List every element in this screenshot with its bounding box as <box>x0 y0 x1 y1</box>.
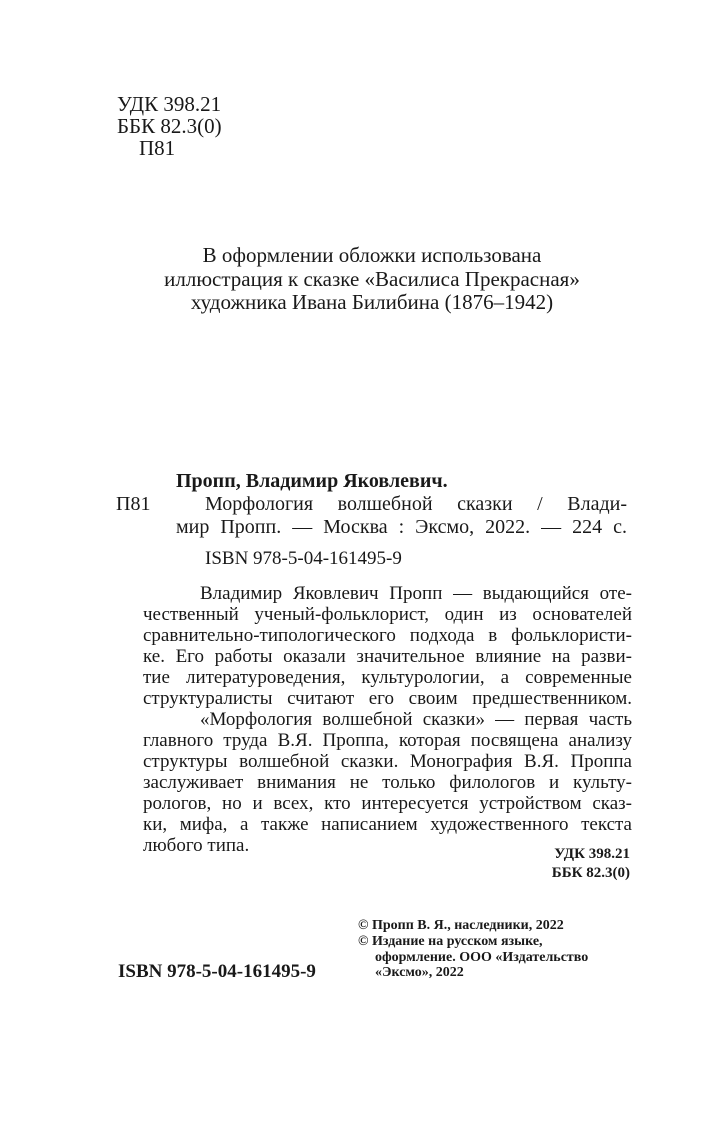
annotation-line: структуралисты считают его своим предшественником. <box>143 688 632 709</box>
annotation-line: ки, мифа, а также написанием художественного текста <box>143 814 632 835</box>
card-isbn: ISBN 978-5-04-161495-9 <box>205 548 402 569</box>
bbk-code-right: ББК 82.3(0) <box>551 865 630 881</box>
card-title-line: мир Пропп. — Москва : Эксмо, 2022. — 224 с. <box>176 516 627 538</box>
bbk-code: ББК 82.3(0) <box>117 114 222 138</box>
bottom-catalog-codes <box>402 845 630 883</box>
annotation-line: Владимир Яковлевич Пропп — выдающийся оте- <box>200 583 632 604</box>
annotation-line: главного труда В.Я. Проппа, которая посвящена анализу <box>143 730 632 751</box>
cover-note-line: В оформлении обложки использована <box>202 243 542 267</box>
annotation-line: чественный ученый-фольклорист, один из основателей <box>143 604 632 625</box>
annotation-line: ке. Его работы оказали значительное влияние на разви- <box>143 646 632 667</box>
annotation-line: заслуживает внимания не только филологов и культу- <box>143 772 632 793</box>
isbn-number: ISBN 978-5-04-161495-9 <box>118 961 316 982</box>
card-title-line: Морфология волшебной сказки / Влади- <box>205 493 627 515</box>
copyright-block <box>358 918 628 981</box>
annotation-line: сравнительно-типологического подхода в фольклористи- <box>143 625 632 646</box>
top-catalog-codes <box>117 93 222 159</box>
cover-note-line: иллюстрация к сказке «Василиса Прекрасная» <box>164 266 580 291</box>
copyright-line: © Пропп В. Я., наследники, 2022 <box>358 918 564 933</box>
annotation-line: любого типа. <box>143 835 250 856</box>
catalog-card <box>116 470 627 570</box>
annotation-text <box>143 583 632 856</box>
card-author-heading: Пропп, Владимир Яковлевич. <box>176 470 448 492</box>
annotation-line: тие литературоведения, культурологии, а современные <box>143 667 632 688</box>
annotation-line: структуры волшебной сказки. Монография В.Я. Проппа <box>143 751 632 772</box>
cover-illustration-note <box>122 244 622 315</box>
udk-code: УДК 398.21 <box>117 92 222 116</box>
author-sign-margin: П81 <box>116 493 151 515</box>
author-sign: П81 <box>139 136 176 160</box>
udk-code-right: УДК 398.21 <box>554 846 630 862</box>
annotation-line: рологов, но и всех, кто интересуется устройством сказ- <box>143 793 632 814</box>
copyright-line: «Эксмо», 2022 <box>375 965 464 981</box>
cover-note-line: художника Ивана Билибина (1876–1942) <box>190 290 554 314</box>
copyright-line: © Издание на русском языке, <box>358 933 543 949</box>
annotation-line: «Морфология волшебной сказки» — первая часть <box>200 709 632 730</box>
copyright-line: оформление. ООО «Издательство <box>375 949 589 965</box>
